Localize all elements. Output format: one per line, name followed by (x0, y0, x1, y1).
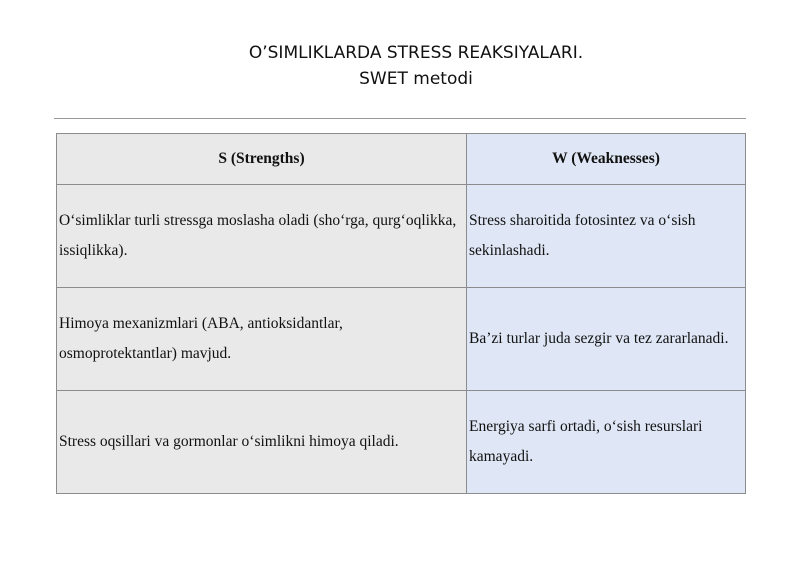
document-title (0, 40, 800, 92)
title-line-sub: SWET metodi (359, 69, 473, 89)
weakness-cell: Stress sharoitida fotosintez va o‘sish sekinlashadi. (467, 185, 746, 288)
strength-cell: Stress oqsillari va gormonlar o‘simlikni himoya qiladi. (57, 391, 467, 494)
header-weaknesses: W (Weaknesses) (467, 134, 746, 185)
strength-cell: Himoya mexanizmlari (ABA, antioksidantlar, osmoprotektantlar) mavjud. (57, 288, 467, 391)
swet-table (56, 133, 746, 494)
weakness-cell: Energiya sarfi ortadi, o‘sish resurslari kamayadi. (467, 391, 746, 494)
table-header-row (57, 134, 746, 185)
weakness-cell: Ba’zi turlar juda sezgir va tez zararlanadi. (467, 288, 746, 391)
table-row (57, 391, 746, 494)
table-row (57, 288, 746, 391)
table-row (57, 185, 746, 288)
horizontal-divider (54, 118, 746, 119)
strength-cell: O‘simliklar turli stressga moslasha oladi (sho‘rga, qurg‘oqlikka, issiqlikka). (57, 185, 467, 288)
header-strengths: S (Strengths) (57, 134, 467, 185)
title-line-main: O’SIMLIKLARDA STRESS REAKSIYALARI. (248, 43, 584, 63)
